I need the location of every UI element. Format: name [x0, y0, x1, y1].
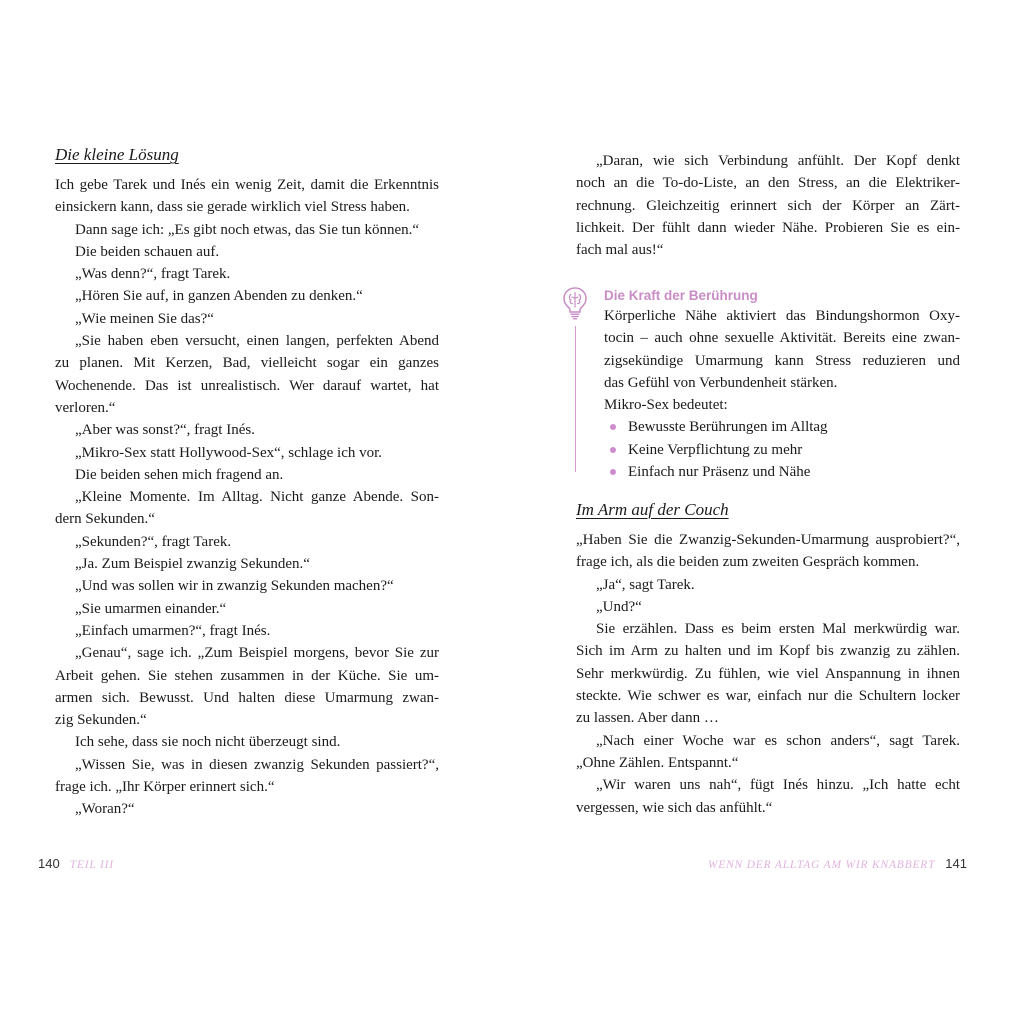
text-line: frage ich, als die beiden zum zweiten Gespräch kommen.: [576, 554, 920, 571]
text-line: „Wissen Sie, was in diesen zwanzig Sekunden passiert?“,: [75, 756, 439, 773]
text-line: „Ja. Zum Beispiel zwanzig Sekunden.“: [75, 556, 310, 573]
lightbulb-brain-icon: [562, 286, 588, 320]
text-line: rechnung. Gleichzeitig erinnert sich der Körper an Zärt-: [576, 197, 960, 214]
callout-divider-line: [575, 326, 576, 472]
text-line: Körperliche Nähe aktiviert das Bindungshormon Oxy-: [604, 308, 960, 324]
text-line: „Woran?“: [75, 801, 135, 818]
bullet-item: Bewusste Berührungen im Alltag: [604, 416, 960, 438]
callout-title: Die Kraft der Berührung: [604, 288, 758, 303]
callout-bullet-list: [604, 416, 960, 483]
text-line: „Ja“, sagt Tarek.: [596, 576, 695, 593]
section-heading-left: Die kleine Lösung: [55, 145, 179, 164]
text-line: „Einfach umarmen?“, fragt Inés.: [75, 622, 271, 639]
text-line: Sich im Arm zu halten und im Kopf bis zwanzig zu zählen.: [576, 643, 960, 660]
text-line: „Und was sollen wir in zwanzig Sekunden machen?“: [75, 578, 394, 595]
text-line: zu planen. Mit Kerzen, Bad, vielleicht sogar ein ganzes: [55, 355, 439, 372]
text-line: dern Sekunden.“: [55, 511, 155, 528]
running-head-left: TEIL III: [69, 859, 114, 871]
text-line: Mikro-Sex bedeutet:: [604, 397, 728, 414]
text-line: lichkeit. Der fühlt dann wieder Nähe. Probieren Sie es ein-: [576, 219, 960, 236]
text-line: Wochenende. Das ist unrealistisch. Wer darauf wartet, hat: [55, 377, 439, 394]
text-line: „Nach einer Woche war es schon anders“, sagt Tarek.: [596, 732, 960, 749]
text-line: „Sie haben eben versucht, einen langen, perfekten Abend: [75, 333, 439, 350]
text-line: „Haben Sie die Zwanzig-Sekunden-Umarmung ausprobiert?“,: [576, 532, 960, 548]
left-body-text: [55, 174, 439, 821]
text-line: „Aber was sonst?“, fragt Inés.: [75, 422, 255, 439]
text-line: Dann sage ich: „Es gibt noch etwas, das Sie tun können.“: [75, 221, 420, 238]
text-line: Die beiden schauen auf.: [75, 243, 220, 260]
text-line: fach mal aus!“: [576, 242, 664, 259]
text-line: Sehr merkwürdig. Zu fühlen, wie viel Anspannung in ihnen: [576, 665, 960, 682]
text-line: verloren.“: [55, 399, 116, 416]
text-line: „Und?“: [596, 598, 642, 615]
info-callout: [576, 286, 976, 486]
footer-right: [708, 853, 967, 873]
text-line: Sie erzählen. Dass es beim ersten Mal merkwürdig war.: [596, 621, 960, 638]
text-line: „Mikro-Sex statt Hollywood-Sex“, schlage ich vor.: [75, 444, 383, 461]
text-line: tocin – auch ohne sexuelle Aktivität. Bereits eine zwan-: [604, 330, 960, 347]
text-line: zu lassen. Aber dann …: [576, 710, 719, 727]
text-line: einsickern kann, dass sie gerade wirklich viel Stress haben.: [55, 199, 410, 216]
text-line: zigsekündige Umarmung kann Stress reduzieren und: [604, 352, 960, 369]
text-line: armen sich. Bewusst. Und halten diese Umarmung zwan-: [55, 689, 439, 706]
text-line: Die beiden sehen mich fragend an.: [75, 466, 284, 483]
bullet-item: Keine Verpflichtung zu mehr: [604, 439, 960, 461]
text-line: steckte. Wie schwer es war, einfach nur die Schultern locker: [576, 688, 960, 705]
text-line: „Was denn?“, fragt Tarek.: [75, 266, 231, 283]
page-number-right: 141: [945, 856, 967, 871]
footer-left: [38, 853, 114, 873]
text-line: das Gefühl von Verbundenheit stärken.: [604, 374, 838, 391]
text-line: vergessen, wie sich das anfühlt.“: [576, 799, 773, 816]
text-line: frage ich. „Ihr Körper erinnert sich.“: [55, 779, 275, 796]
text-line: „Wie meinen Sie das?“: [75, 310, 214, 327]
section-heading-right: Im Arm auf der Couch: [576, 500, 729, 519]
text-line: „Ohne Zählen. Entspannt.“: [576, 754, 739, 771]
bullet-item: Einfach nur Präsenz und Nähe: [604, 461, 960, 483]
text-line: „Genau“, sage ich. „Zum Beispiel morgens, bevor Sie zur: [75, 645, 439, 662]
text-line: Ich sehe, dass sie noch nicht überzeugt sind.: [75, 734, 341, 751]
running-head-right: WENN DER ALLTAG AM WIR KNABBERT: [707, 859, 936, 871]
text-line: Arbeit gehen. Sie stehen zusammen in der Küche. Sie um-: [55, 667, 439, 684]
text-line: noch an die To-do-Liste, an den Stress, an die Elektriker-: [576, 175, 960, 192]
text-line: „Kleine Momente. Im Alltag. Nicht ganze Abende. Son-: [75, 489, 439, 506]
text-line: zig Sekunden.“: [55, 712, 147, 729]
callout-text: [604, 305, 960, 416]
callout-body: [604, 305, 960, 483]
right-intro-text: [576, 150, 960, 261]
text-line: „Wir waren uns nah“, fügt Inés hinzu. „Ich hatte echt: [596, 777, 960, 794]
text-line: „Hören Sie auf, in ganzen Abenden zu denken.“: [75, 288, 363, 305]
text-line: „Sie umarmen einander.“: [75, 600, 227, 617]
right-body-text: [576, 529, 960, 819]
text-line: „Daran, wie sich Verbindung anfühlt. Der Kopf denkt: [596, 153, 960, 169]
page-number-left: 140: [38, 856, 60, 871]
text-line: „Sekunden?“, fragt Tarek.: [75, 533, 232, 550]
text-line: Ich gebe Tarek und Inés ein wenig Zeit, damit die Erkenntnis: [55, 177, 439, 193]
